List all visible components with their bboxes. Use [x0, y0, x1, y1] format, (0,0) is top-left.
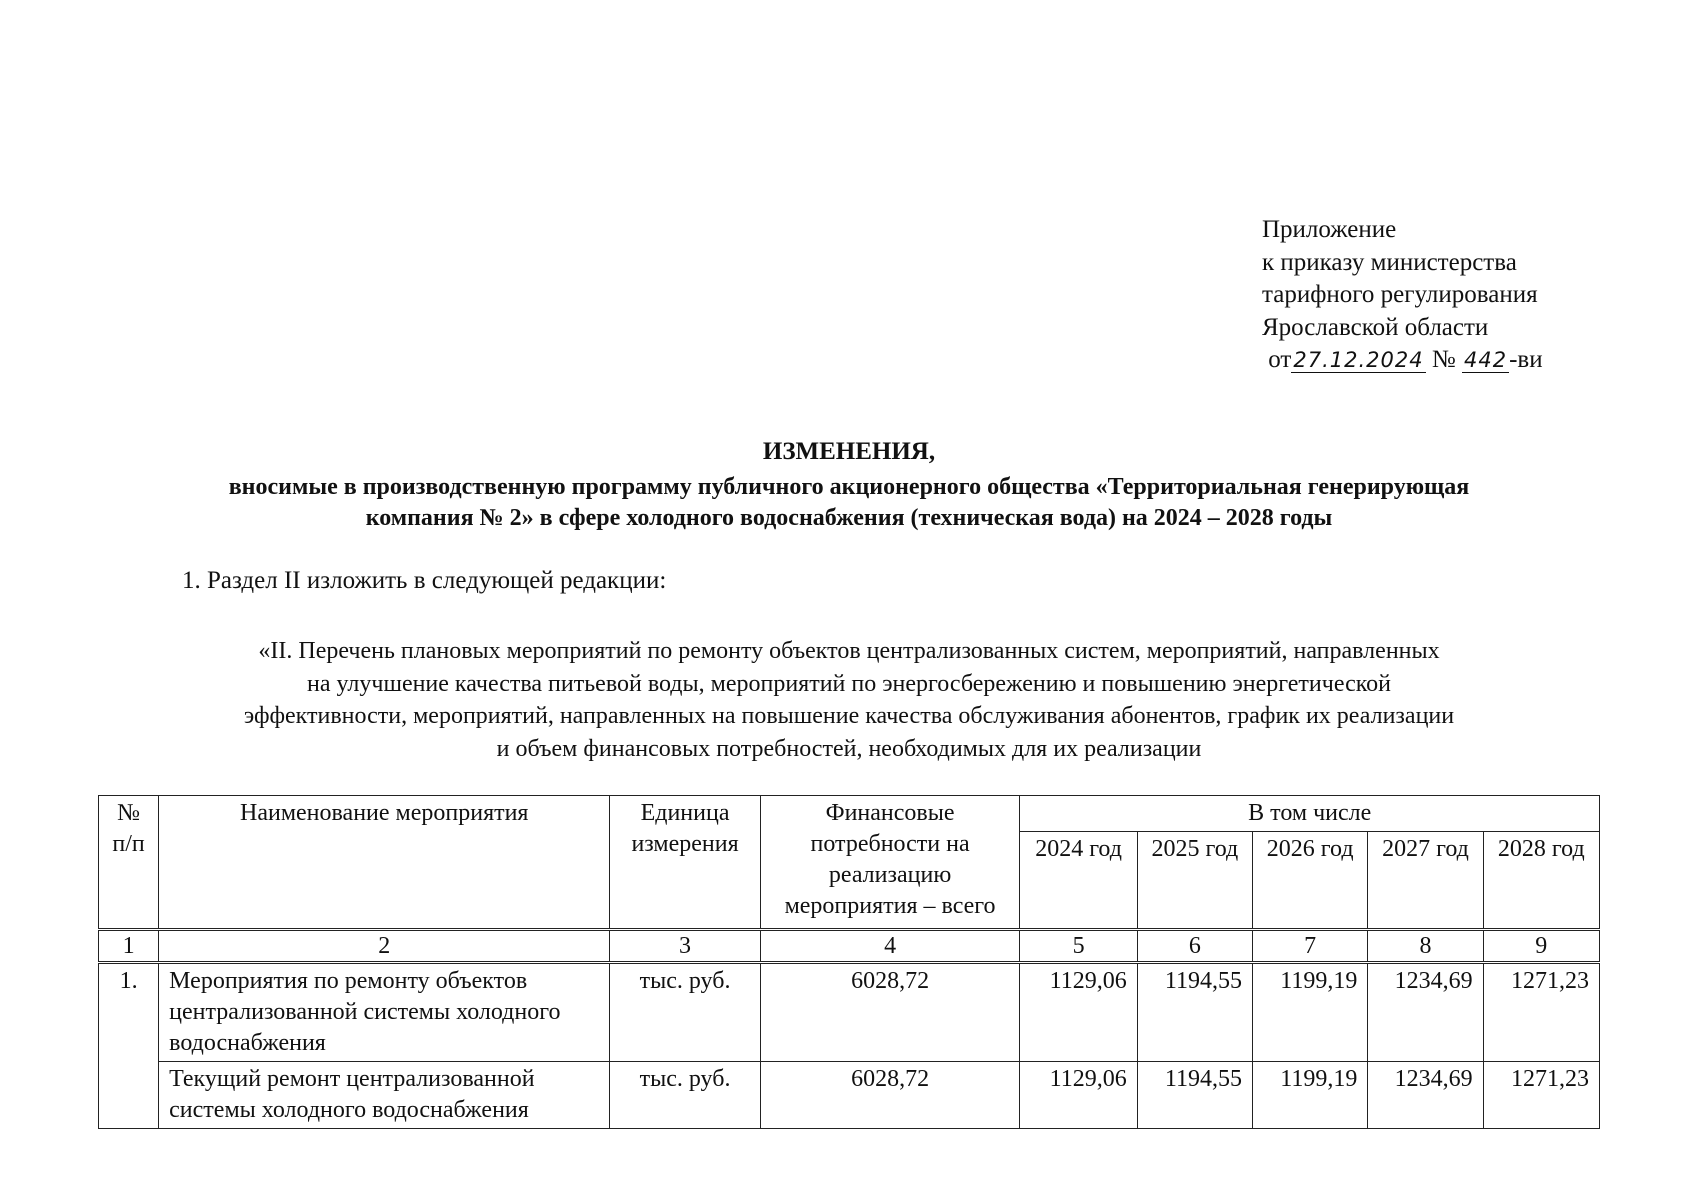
row-value-2026: 1199,19 — [1253, 963, 1368, 1062]
section-heading-line: «II. Перечень плановых мероприятий по ремонту объектов централизованных систем, мероприятий, направленных — [258, 638, 1440, 664]
column-number: 8 — [1368, 930, 1483, 963]
header-year: 2026 год — [1253, 832, 1368, 930]
header-year: 2025 год — [1137, 832, 1252, 930]
column-number: 7 — [1253, 930, 1368, 963]
section-heading — [96, 635, 1602, 765]
order-date-number-line — [1262, 344, 1543, 377]
order-number-handwritten: 442 — [1463, 348, 1508, 372]
row-value-2028: 1271,23 — [1483, 963, 1599, 1062]
appendix-line: Ярославской области — [1262, 313, 1489, 341]
row-value-2025: 1194,55 — [1137, 1062, 1252, 1129]
row-value-2028: 1271,23 — [1483, 1062, 1599, 1129]
order-date-handwritten: 27.12.2024 — [1293, 348, 1424, 372]
header-year: 2028 год — [1483, 832, 1599, 930]
header-year: 2024 год — [1020, 832, 1137, 930]
document-subtitle — [96, 472, 1602, 534]
row-value-2027: 1234,69 — [1368, 963, 1483, 1062]
header-row — [99, 796, 1600, 832]
column-number: 2 — [159, 930, 610, 963]
document-title: ИЗМЕНЕНИЯ, — [762, 438, 936, 465]
header-total: Финансовые потребности на реализацию мероприятия – всего — [760, 796, 1020, 930]
column-number: 4 — [760, 930, 1020, 963]
plan-table — [98, 795, 1600, 1129]
row-name: Мероприятия по ремонту объектов централизованной системы холодного водоснабжения — [159, 963, 610, 1062]
header-year: 2027 год — [1368, 832, 1483, 930]
row-value-2027: 1234,69 — [1368, 1062, 1483, 1129]
appendix-line: тарифного регулирования — [1262, 281, 1538, 308]
column-numbers-row — [99, 930, 1600, 963]
column-number: 1 — [99, 930, 159, 963]
header-name: Наименование мероприятия — [159, 796, 610, 930]
row-value-2025: 1194,55 — [1137, 963, 1252, 1062]
row-unit: тыс. руб. — [610, 963, 760, 1062]
row-unit: тыс. руб. — [610, 1062, 760, 1129]
column-number: 3 — [610, 930, 760, 963]
date-prefix: от — [1268, 346, 1292, 373]
row-value-2026: 1199,19 — [1253, 1062, 1368, 1129]
column-number: 9 — [1483, 930, 1599, 963]
number-suffix: -ви — [1509, 346, 1543, 373]
header-unit: Единица измерения — [610, 796, 760, 930]
row-value-2024: 1129,06 — [1020, 963, 1137, 1062]
column-number: 6 — [1137, 930, 1252, 963]
row-total: 6028,72 — [760, 1062, 1020, 1129]
appendix-block — [1262, 214, 1543, 377]
header-no: № п/п — [99, 796, 159, 930]
table-row — [99, 963, 1600, 1062]
column-number: 5 — [1020, 930, 1137, 963]
subtitle-line: компания № 2» в сфере холодного водоснабжения (техническая вода) на 2024 – 2028 годы — [365, 505, 1333, 531]
row-total: 6028,72 — [760, 963, 1020, 1062]
number-sign: № — [1431, 346, 1456, 373]
subtitle-line: вносимые в производственную программу публичного акционерного общества «Территориальная генерирующая — [228, 474, 1470, 500]
appendix-line: к приказу министерства — [1262, 248, 1517, 276]
section-heading-line: эффективности, мероприятий, направленных на повышение качества обслуживания абонентов, график их реализации — [243, 703, 1455, 729]
table-row — [99, 1062, 1600, 1129]
appendix-line: Приложение — [1262, 216, 1397, 243]
header-including: В том числе — [1020, 796, 1600, 832]
item-1-text: 1. Раздел II изложить в следующей редакции: — [182, 567, 667, 594]
section-heading-line: на улучшение качества питьевой воды, мероприятий по энергосбережению и повышению энергетической — [306, 670, 1392, 697]
row-value-2024: 1129,06 — [1020, 1062, 1137, 1129]
row-no: 1. — [99, 963, 159, 1129]
row-name: Текущий ремонт централизованной системы холодного водоснабжения — [159, 1062, 610, 1129]
section-heading-line: и объем финансовых потребностей, необходимых для их реализации — [496, 735, 1202, 762]
